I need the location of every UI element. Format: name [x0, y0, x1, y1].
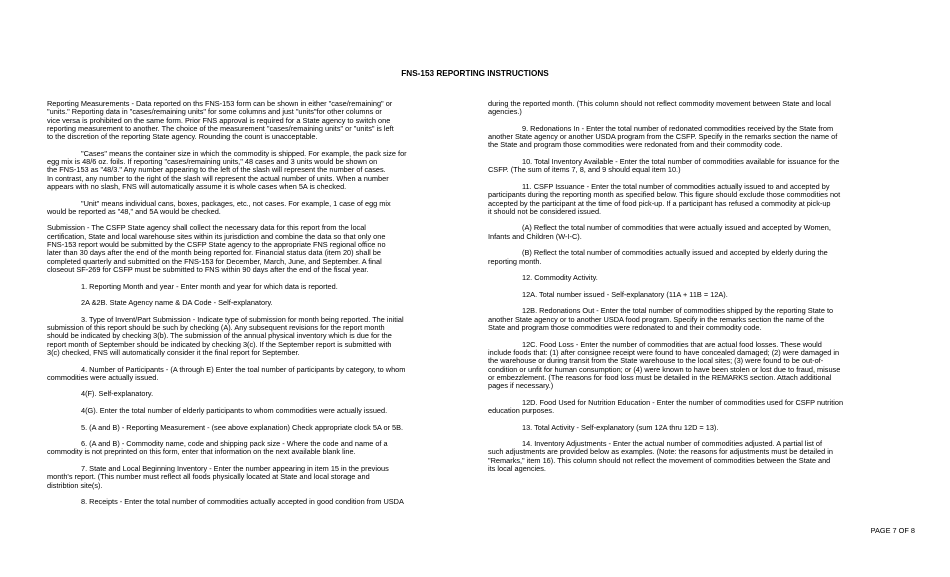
paragraph-submission: Submission - The CSFP State agency shall collect the necessary data for this report from the local certification, State and local warehouse sites within its jurisdiction and combine the data so that only one FNS-153 report would be submitted by the CSFP State agency to the appropriate FNS regional office no later than 30 days after the end of the month being reported for. Financial status data (item 20) shall be completed quarterly and submitted on the FNS-153 for December, March, June, and September. A final closeout SF-269 for CSFP must be submitted to FNS within 90 days after the end of the fiscal year.: [47, 223, 386, 274]
paragraph-item-12a: 12A. Total number issued - Self-explanatory (11A + 11B = 12A).: [522, 289, 728, 299]
paragraph-item-6: 6. (A and B) - Commodity name, code and shipping pack size - Where the code and name of a commodity is not preprinted on this form, enter that information on the next available blank line.: [47, 439, 388, 457]
paragraph-item-14: 14. Inventory Adjustments - Enter the actual number of commodities adjusted. A partial list of such adjustments are provided below as examples. (Note: the reasons for adjustments must be detailed in "Remarks," item 16). This column should not reflect the movement of commodities between the State and its local agencies.: [488, 439, 833, 474]
paragraph-item-12c: 12C. Food Loss - Enter the number of commodities that are actual food losses. These would include foods that: (1) after consignee receipt were found to have concealed damaged; (2) were damaged in the warehouse or during transit from the State warehouse to the local sites; (3) were found to be out-of- condition or unfit for human consumption; or (4) were known to have been stolen or lost due to fraud, misuse or embezzlement. (The reasons for food loss must be detailed in the REMARKS section. Attach additional pages if necessary.): [488, 339, 841, 391]
paragraph-item-3: 3. Type of Invent/Part Submission - Indicate type of submission for month being reported. The initial submission of this report should be such by checking (A). Any subsequent revisions for the report month should be indicated by checking 3(b). The submission of the annual physical inventory which is due for the report month of September should be indicated by checking 3(c). If the September report is submitted with 3(c) checked, FNS will automatically consider it the final report for September.: [47, 314, 404, 357]
paragraph-item-12: 12. Commodity Activity.: [522, 273, 598, 283]
right-column: [488, 100, 900, 482]
page-title: FNS-153 REPORTING INSTRUCTIONS: [401, 69, 549, 78]
paragraph-item-5: 5. (A and B) - Reporting Measurement - (see above explanation) Check appropriate clock 5A or 5B.: [81, 422, 404, 432]
paragraph-item-1: 1. Reporting Month and year - Enter month and year for which data is reported.: [81, 281, 338, 291]
paragraph-item-11: 11. CSFP Issuance - Enter the total number of commodities actually issued to and accepted by participants during the reporting month as specified below. This figure should exclude those commodities not accepted by the participant at the time of food pick-up. If a participant has refused a commodity at pick-up it should not be considered issued.: [488, 181, 841, 216]
left-column: [47, 100, 459, 515]
paragraph-item-12b: 12B. Redonations Out - Enter the total number of commodities shipped by the reporting State to another State agency or to another USDA food program. Specify in the remarks section the name of the State and program those commodities were redonated to and their commodity code.: [488, 306, 834, 333]
paragraph-item-10: 10. Total Inventory Available - Enter the total number of commodities available for issuance for the CSFP. (The sum of items 7, 8, and 9 should equal item 10.): [488, 157, 840, 175]
paragraph-item-11a: (A) Reflect the total number of commodities that were actually issued and accepted by Women, Infants and Children (W-I-C).: [488, 223, 831, 241]
paragraph-item-4g: 4(G). Enter the total number of elderly participants to whom commodities were actually issued.: [81, 405, 388, 415]
paragraph-item-2: 2A &2B. State Agency name & DA Code - Self-explanatory.: [81, 298, 273, 308]
paragraph-item-8-continued: during the reported month. (This column should not reflect commodity movement between State and local agencies.): [488, 99, 831, 117]
paragraph-item-7: 7. State and Local Beginning Inventory - Enter the number appearing in item 15 in the previous month's report. (This number must reflect all foods physically located at State and local storage and distribtion site(s).: [47, 464, 389, 490]
paragraph-reporting-measurements: Reporting Measurements - Data reported on ths FNS-153 form can be shown in either "case/remaining" or "units." Reporting data in "cases/remaining units" for some columns and just "units"for other columns or vice versa is prohibited on the same form. Prior FNS approval is required for a State agency to switch one reporting measurement to another. The choice of the measurement "cases/remaining units" or "units" is left to the discretion of the reporting State agency. Rounding the count is unacceptable.: [47, 99, 394, 142]
paragraph-item-11b: (B) Reflect the total number of commodities actually issued and accepted by elderly during the reporting month.: [488, 248, 828, 266]
paragraph-item-4: 4. Number of Participants - (A through E) Enter the toal number of participants by category, to whom commodities were actually issued.: [47, 364, 406, 382]
paragraph-item-9: 9. Redonations In - Enter the total number of redonated commodities received by the State from another State agency or another USDA program from the CSFP. Specify in the remarks section the name of the State and program those commodities were redonated from and their commodity code.: [488, 123, 838, 150]
paragraph-item-13: 13. Total Activity - Self-explanatory (sum 12A thru 12D = 13).: [522, 422, 719, 432]
page-number: PAGE 7 OF 8: [870, 526, 915, 535]
paragraph-item-12d: 12D. Food Used for Nutrition Education - Enter the number of commodities used for CSFP nutrition education purposes.: [488, 397, 844, 415]
paragraph-item-4f: 4(F). Self-explanatory.: [81, 389, 154, 399]
paragraph-unit-definition: "Unit" means individual cans, boxes, packages, etc., not cases. For example, 1 case of egg mix would be reported as "48," and 5A would be checked.: [47, 198, 391, 216]
paragraph-cases-definition: "Cases" means the container size in which the commodity is shipped. For example, the pack size for egg mix is 48/6 oz. foils. If reporting "cases/remaining units," 48 cases and 3 units would be shown on the FNS-153 as "48/3." Any number appearing to the left of the slash will represent the number of cases. In contrast, any number to the right of the slash will represent the actual number of units. When a number appears with no slash, FNS will automatically assume it is whole cases when 5A is checked.: [47, 148, 407, 191]
paragraph-item-8: 8. Receipts - Enter the total number of commodities actually accepted in good condition from USDA: [81, 497, 404, 507]
